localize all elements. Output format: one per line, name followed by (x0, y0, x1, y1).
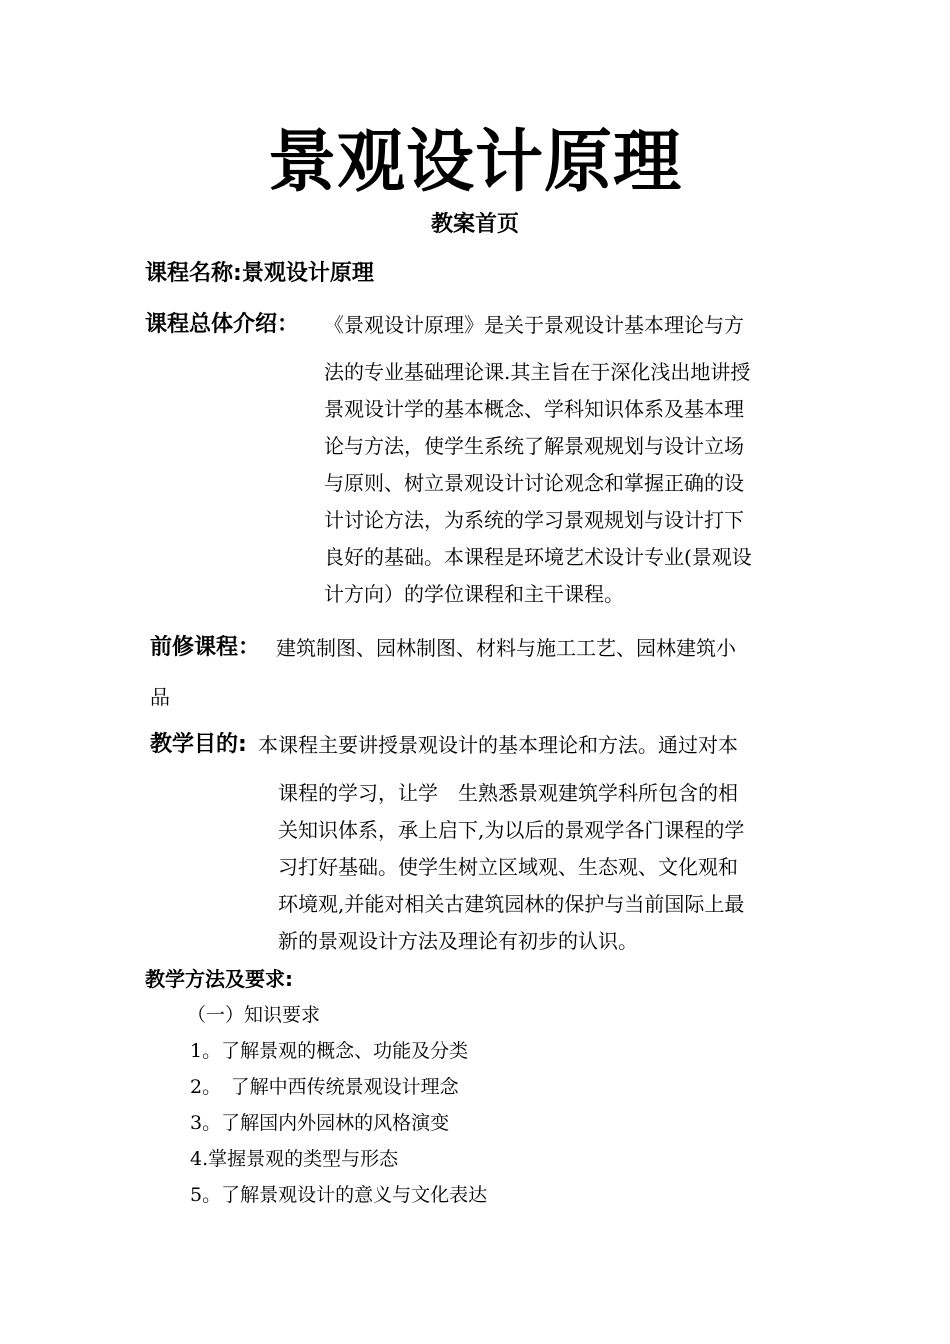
list-item: 1。了解景观的概念、功能及分类 (190, 1040, 469, 1062)
overview-line: 良好的基础。本课程是环境艺术设计专业(景观设 (324, 545, 752, 569)
prerequisites-line: 建筑制图、园林制图、材料与施工工艺、园林建筑小 (276, 636, 736, 660)
overview-label: 课程总体介绍： (145, 312, 300, 337)
overview-line: 与原则、树立景观设计讨论观念和掌握正确的设 (324, 471, 744, 495)
objective-line: 新的景观设计方法及理论有初步的认识。 (278, 929, 638, 953)
course-name-row (145, 254, 374, 294)
list-item: 5。了解景观设计的意义与文化表达 (190, 1184, 488, 1206)
objective-label: 教学目的: (150, 732, 247, 757)
objective-body (278, 775, 744, 960)
overview-line: 景观设计学的基本概念、学科知识体系及基本理 (324, 397, 744, 421)
overview-line: 计讨论方法，为系统的学习景观规划与设计打下 (324, 508, 744, 532)
objective-line: 关知识体系，承上启下,为以后的景观学各门课程的学 (278, 818, 745, 842)
course-name-label: 课程名称: (145, 261, 242, 286)
methods-label: 教学方法及要求: (145, 967, 293, 991)
overview-line: 论与方法，使学生系统了解景观规划与设计立场 (324, 434, 744, 458)
overview-body (324, 354, 752, 613)
prerequisites-line: 品 (150, 685, 170, 709)
methods-list (190, 1033, 487, 1213)
list-item: 2。 了解中西传统景观设计理念 (190, 1076, 459, 1098)
overview-line: 《景观设计原理》是关于景观设计基本理论与方 (324, 313, 744, 337)
page-subtitle: 教案首页 (430, 212, 519, 237)
objective-line: 环境观,并能对相关古建筑园林的保护与当前国际上最 (278, 892, 745, 916)
objective-line: 习打好基础。使学生树立区域观、生态观、文化观和 (278, 855, 738, 879)
course-name-value: 景观设计原理 (241, 261, 374, 286)
overview-line: 计方向）的学位课程和主干课程。 (324, 582, 624, 606)
list-item: 4.掌握景观的类型与形态 (190, 1148, 399, 1170)
overview-line: 法的专业基础理论课.其主旨在于深化浅出地讲授 (324, 360, 751, 384)
objective-line: 课程的学习，让学 生熟悉景观建筑学科所包含的相 (278, 781, 738, 805)
methods-section-heading: （一）知识要求 (187, 1004, 321, 1026)
page-title: 景观设计原理 (267, 123, 682, 202)
objective-line: 本课程主要讲授景观设计的基本理论和方法。通过对本 (258, 733, 738, 757)
prerequisites-label: 前修课程： (150, 635, 261, 660)
list-item: 3。了解国内外园林的风格演变 (190, 1112, 450, 1134)
